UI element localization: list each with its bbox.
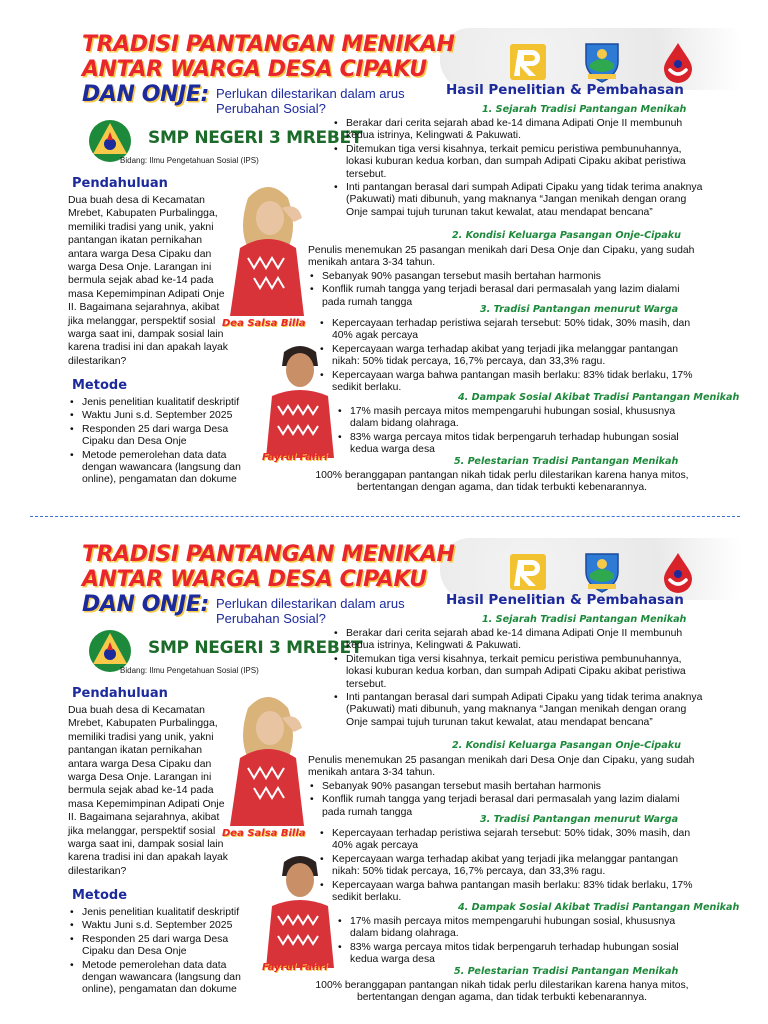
school-name: SMP NEGERI 3 MREBET <box>148 128 363 148</box>
section-2-intro: Penulis menemukan 25 pasangan menikah dari Desa Onje dan Cipaku, yang sudah menikah antara 3-34 tahun. <box>308 245 695 269</box>
list-item: • 83% warga percaya mitos tidak berpengaruh terhadap hubungan sosial kedua warga desa <box>336 942 704 967</box>
intro-text: Dua buah desa di Kecamatan Mrebet, Kabupaten Purbalingga, memiliki tradisi yang unik, yakni pantangan ikatan pernikahan antara warga Desa Cipaku dan warga Desa Onje. Larangan ini bermula sejak abad ke-14 pada masa Kepemimpinan Adipati Onje II. Bagaimana sejarahnya, akibat jika melanggar, perspektif sosial warga saat ini, dampak sosial lain karena tradisi ini dan apakah layak dilestarikan? <box>68 195 228 367</box>
section-2-heading: 2. Kondisi Keluarga Pasangan Onje-Cipaku <box>452 230 681 241</box>
method-list <box>68 397 262 488</box>
list-item: • Inti pantangan berasal dari sumpah Adipati Cipaku yang tidak terima anaknya (Pakuwati) mati dibunuh, yang maknanya “Jangan menikah dengan orang Onje sampai tujuh turunan takut kewalat, atau mendapat bencana” <box>332 692 704 729</box>
section-1-list <box>332 118 704 220</box>
intro-text: Dua buah desa di Kecamatan Mrebet, Kabupaten Purbalingga, memiliki tradisi yang unik, yakni pantangan ikatan pernikahan antara warga Desa Cipaku dan warga Desa Onje. Larangan ini bermula sejak abad ke-14 pada masa Kepemimpinan Adipati Onje II. Bagaimana sejarahnya, akibat jika melanggar, perspektif sosial warga saat ini, dampak sosial lain karena tradisi ini dan apakah layak dilestarikan? <box>68 705 228 877</box>
list-item: • Responden 25 dari warga Desa Cipaku dan Desa Onje <box>68 424 262 449</box>
section-2-list <box>308 245 704 310</box>
list-item: • Jenis penelitian kualitatif deskriptif <box>68 907 262 919</box>
list-item: • Inti pantangan berasal dari sumpah Adipati Cipaku yang tidak terima anaknya (Pakuwati) mati dibunuh, yang maknanya “Jangan menikah dengan orang Onje sampai tujuh turunan takut kewalat, atau mendapat bencana” <box>332 182 704 219</box>
poster-copy-1 <box>0 18 768 518</box>
list-item: • Ditemukan tiga versi kisahnya, terkait pemicu peristiwa pembunuhannya, lokasi kuburan kedua korban, dan sumpah Adipati Cipaku akibat peristiwa tersebut. <box>332 654 704 691</box>
section-3-heading: 3. Tradisi Pantangan menurut Warga <box>480 304 679 315</box>
list-item: • Metode pemerolehan data data dengan wawancara (langsung dan online), pengamatan dan dokume <box>68 450 262 487</box>
list-item: • Kepercayaan warga bahwa pantangan masih berlaku: 83% tidak berlaku, 17% sedikit berlaku. <box>318 370 708 395</box>
list-item: • Responden 25 dari warga Desa Cipaku dan Desa Onje <box>68 934 262 959</box>
list-item: • Kepercayaan warga bahwa pantangan masih berlaku: 83% tidak berlaku, 17% sedikit berlaku. <box>318 880 708 905</box>
results-heading: Hasil Penelitian & Pembahasan <box>446 82 684 98</box>
list-item: • Berakar dari cerita sejarah abad ke-14 dimana Adipati Onje II membunuh kedua istrinya, Kelingwati & Pakuwati. <box>332 628 704 653</box>
section-5-text: 100% beranggapan pantangan nikah tidak perlu dilestarikan karena hanya mitos, bertentangan dengan agama, dan tidak terbukti kebenarannya. <box>315 470 689 494</box>
poster-copy-2 <box>0 528 768 1024</box>
list-item: • Sebanyak 90% pasangan tersebut masih bertahan harmonis <box>308 271 704 283</box>
section-4-list <box>336 406 704 458</box>
section-4-heading: 4. Dampak Sosial Akibat Tradisi Pantangan Menikah <box>458 392 740 403</box>
method-list <box>68 907 262 998</box>
method-heading: Metode <box>72 888 128 903</box>
section-3-heading: 3. Tradisi Pantangan menurut Warga <box>480 814 679 825</box>
r-letter-logo-icon <box>506 550 550 594</box>
title-line-2: ANTAR WARGA DESA CIPAKU <box>82 567 427 592</box>
section-2-intro: Penulis menemukan 25 pasangan menikah dari Desa Onje dan Cipaku, yang sudah menikah antara 3-34 tahun. <box>308 755 695 779</box>
intro-heading: Pendahuluan <box>72 686 168 701</box>
list-item: • Kepercayaan terhadap peristiwa sejarah tersebut: 50% tidak, 30% masih, dan 40% agak percaya <box>318 828 708 853</box>
section-1-list <box>332 628 704 730</box>
list-item: • 17% masih percaya mitos mempengaruhi hubungan sosial, khususnya dalam bidang olahraga. <box>336 916 704 941</box>
author-name-1: Dea Salsa Billa <box>222 318 306 329</box>
list-item: • Kepercayaan warga terhadap akibat yang terjadi jika melanggar pantangan nikah: 50% tidak percaya, 16,7% percaya, dan 33,3% ragu. <box>318 344 708 369</box>
author-photo-female <box>218 178 318 316</box>
title-line-3: DAN ONJE: <box>82 82 209 107</box>
school-name: SMP NEGERI 3 MREBET <box>148 638 363 658</box>
list-item: • Berakar dari cerita sejarah abad ke-14 dimana Adipati Onje II membunuh kedua istrinya, Kelingwati & Pakuwati. <box>332 118 704 143</box>
title-line-1: TRADISI PANTANGAN MENIKAH <box>82 32 455 57</box>
list-item: • Konflik rumah tangga yang terjadi berasal dari permasalah yang lazim dialami pada rumah tangga <box>308 794 704 819</box>
author-photo-female <box>218 688 318 826</box>
regency-shield-icon <box>580 550 624 594</box>
list-item: • Sebanyak 90% pasangan tersebut masih bertahan harmonis <box>308 781 704 793</box>
list-item: • Kepercayaan terhadap peristiwa sejarah tersebut: 50% tidak, 30% masih, dan 40% agak percaya <box>318 318 708 343</box>
list-item: • Metode pemerolehan data data dengan wawancara (langsung dan online), pengamatan dan dokume <box>68 960 262 997</box>
poster-subtitle: Perlukan dilestarikan dalam arus Perubahan Sosial? <box>216 86 405 116</box>
list-item: • 83% warga percaya mitos tidak berpengaruh terhadap hubungan sosial kedua warga desa <box>336 432 704 457</box>
section-1-heading: 1. Sejarah Tradisi Pantangan Menikah <box>482 614 687 625</box>
dashed-cut-line <box>30 516 740 517</box>
list-item: • Jenis penelitian kualitatif deskriptif <box>68 397 262 409</box>
section-3-list <box>318 828 708 905</box>
field-label: Bidang: Ilmu Pengetahuan Sosial (IPS) <box>120 156 259 165</box>
section-2-list <box>308 755 704 820</box>
section-4-list <box>336 916 704 968</box>
section-5-heading: 5. Pelestarian Tradisi Pantangan Menikah <box>454 456 679 467</box>
section-2-heading: 2. Kondisi Keluarga Pasangan Onje-Cipaku <box>452 740 681 751</box>
list-item: • Konflik rumah tangga yang terjadi berasal dari permasalah yang lazim dialami pada rumah tangga <box>308 284 704 309</box>
poster-subtitle: Perlukan dilestarikan dalam arus Perubahan Sosial? <box>216 596 405 626</box>
red-drop-logo-icon <box>656 550 700 594</box>
title-line-2: ANTAR WARGA DESA CIPAKU <box>82 57 427 82</box>
list-item: • Ditemukan tiga versi kisahnya, terkait pemicu peristiwa pembunuhannya, lokasi kuburan kedua korban, dan sumpah Adipati Cipaku akibat peristiwa tersebut. <box>332 144 704 181</box>
list-item: • Waktu Juni s.d. September 2025 <box>68 410 262 422</box>
section-1-heading: 1. Sejarah Tradisi Pantangan Menikah <box>482 104 687 115</box>
intro-heading: Pendahuluan <box>72 176 168 191</box>
section-5-text: 100% beranggapan pantangan nikah tidak perlu dilestarikan karena hanya mitos, bertentangan dengan agama, dan tidak terbukti kebenarannya. <box>315 980 689 1004</box>
regency-shield-icon <box>580 40 624 84</box>
method-heading: Metode <box>72 378 128 393</box>
list-item: • 17% masih percaya mitos mempengaruhi hubungan sosial, khususnya dalam bidang olahraga. <box>336 406 704 431</box>
author-name-2: Fayrul Fahri <box>262 962 328 973</box>
author-name-2: Fayrul Fahri <box>262 452 328 463</box>
title-line-3: DAN ONJE: <box>82 592 209 617</box>
author-name-1: Dea Salsa Billa <box>222 828 306 839</box>
red-drop-logo-icon <box>656 40 700 84</box>
r-letter-logo-icon <box>506 40 550 84</box>
section-5-heading: 5. Pelestarian Tradisi Pantangan Menikah <box>454 966 679 977</box>
field-label: Bidang: Ilmu Pengetahuan Sosial (IPS) <box>120 666 259 675</box>
section-3-list <box>318 318 708 395</box>
section-4-heading: 4. Dampak Sosial Akibat Tradisi Pantangan Menikah <box>458 902 740 913</box>
list-item: • Waktu Juni s.d. September 2025 <box>68 920 262 932</box>
list-item: • Kepercayaan warga terhadap akibat yang terjadi jika melanggar pantangan nikah: 50% tidak percaya, 16,7% percaya, dan 33,3% ragu. <box>318 854 708 879</box>
results-heading: Hasil Penelitian & Pembahasan <box>446 592 684 608</box>
title-line-1: TRADISI PANTANGAN MENIKAH <box>82 542 455 567</box>
